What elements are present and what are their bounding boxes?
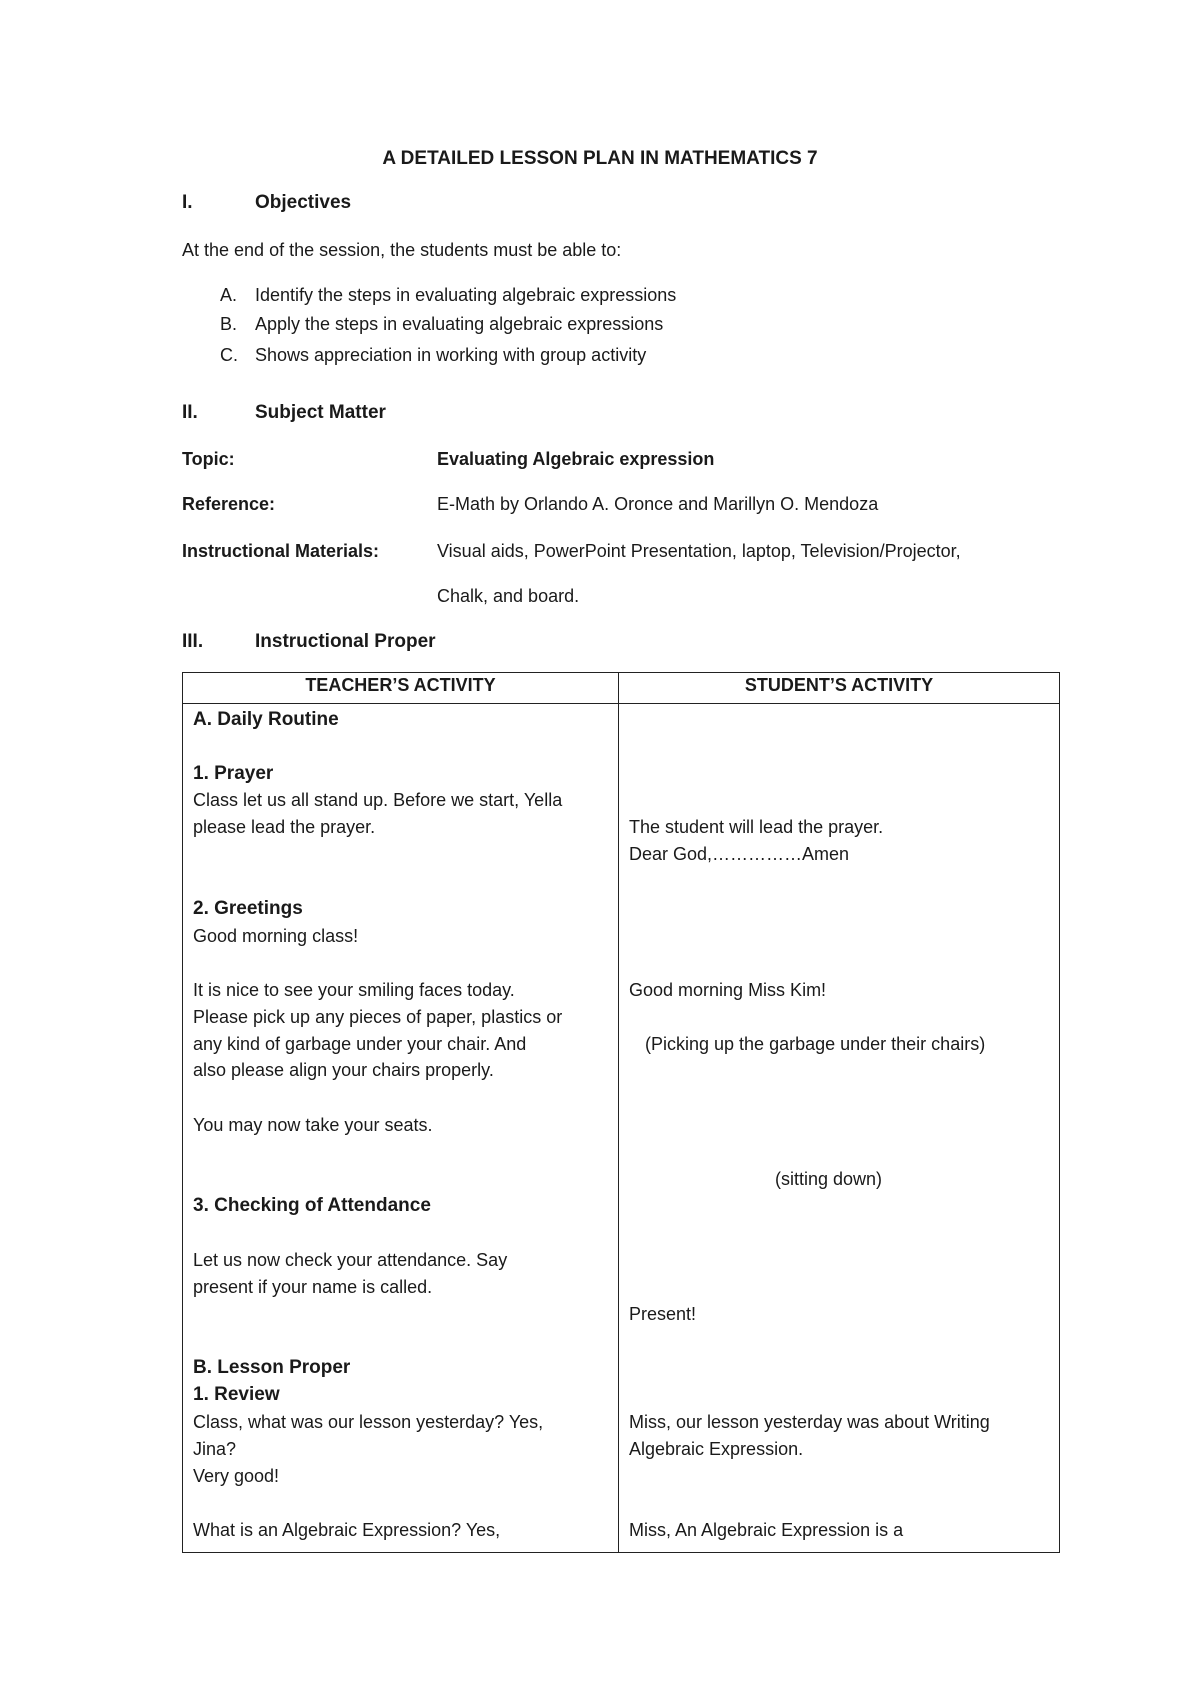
lesson-proper-heading: B. Lesson Proper <box>193 1357 351 1378</box>
section-number-objectives: I. <box>182 192 193 213</box>
materials-value-line1: Visual aids, PowerPoint Presentation, laptop, Television/Projector, <box>437 541 961 561</box>
student-activity-header: STUDENT’S ACTIVITY <box>619 673 1060 704</box>
student-activity-cell <box>619 704 1060 1553</box>
teacher-text: You may now take your seats. <box>193 1115 433 1135</box>
materials-label: Instructional Materials: <box>182 541 380 561</box>
teacher-text: also please align your chairs properly. <box>193 1060 494 1080</box>
reference-label: Reference: <box>182 494 276 514</box>
objective-item: Identify the steps in evaluating algebraic expressions <box>255 285 677 305</box>
daily-routine-heading: A. Daily Routine <box>193 709 339 730</box>
teacher-text: Good morning class! <box>193 926 359 946</box>
reference-value: E-Math by Orlando A. Oronce and Marillyn O. Mendoza <box>437 494 879 514</box>
student-text: Algebraic Expression. <box>629 1439 804 1459</box>
teacher-text: Please pick up any pieces of paper, plastics or <box>193 1007 563 1027</box>
materials-value-line2: Chalk, and board. <box>437 586 580 606</box>
section-heading-instructional-proper: Instructional Proper <box>255 631 436 652</box>
section-number-subject-matter: II. <box>182 402 198 423</box>
teacher-text: any kind of garbage under your chair. And <box>193 1034 527 1054</box>
prayer-heading: 1. Prayer <box>193 763 274 784</box>
section-heading-objectives: Objectives <box>255 192 352 213</box>
student-text: Present! <box>629 1304 697 1324</box>
objective-item: Apply the steps in evaluating algebraic expressions <box>255 314 664 334</box>
objective-letter: B. <box>220 314 238 334</box>
objective-letter: C. <box>220 345 238 365</box>
student-text: (Picking up the garbage under their chairs) <box>645 1034 986 1054</box>
student-text: Good morning Miss Kim! <box>629 980 827 1000</box>
activity-table <box>182 672 1060 1553</box>
greetings-heading: 2. Greetings <box>193 898 303 919</box>
objective-letter: A. <box>220 285 238 305</box>
student-text: (sitting down) <box>775 1169 883 1189</box>
student-text: Dear God,……………Amen <box>629 844 850 864</box>
objective-item: Shows appreciation in working with group activity <box>255 345 647 365</box>
page-title: A DETAILED LESSON PLAN IN MATHEMATICS 7 <box>382 148 818 169</box>
attendance-heading: 3. Checking of Attendance <box>193 1195 431 1216</box>
teacher-text: present if your name is called. <box>193 1277 433 1297</box>
topic-label: Topic: <box>182 449 235 469</box>
teacher-text: please lead the prayer. <box>193 817 376 837</box>
teacher-text: It is nice to see your smiling faces today. <box>193 980 515 1000</box>
student-text: The student will lead the prayer. <box>629 817 884 837</box>
teacher-text: Class let us all stand up. Before we start, Yella <box>193 790 563 810</box>
review-heading: 1. Review <box>193 1384 280 1405</box>
teacher-text: Jina? <box>193 1439 237 1459</box>
teacher-text: Class, what was our lesson yesterday? Yes, <box>193 1412 544 1432</box>
teacher-activity-header: TEACHER’S ACTIVITY <box>183 673 619 704</box>
objectives-intro: At the end of the session, the students must be able to: <box>182 240 622 260</box>
section-number-instructional-proper: III. <box>182 631 204 652</box>
teacher-text: Very good! <box>193 1466 280 1486</box>
section-heading-subject-matter: Subject Matter <box>255 402 386 423</box>
teacher-text: Let us now check your attendance. Say <box>193 1250 508 1270</box>
topic-value: Evaluating Algebraic expression <box>437 449 715 469</box>
student-text: Miss, our lesson yesterday was about Writing <box>629 1412 990 1432</box>
teacher-text: What is an Algebraic Expression? Yes, <box>193 1520 501 1540</box>
teacher-activity-cell <box>183 704 619 1553</box>
student-text: Miss, An Algebraic Expression is a <box>629 1520 904 1540</box>
